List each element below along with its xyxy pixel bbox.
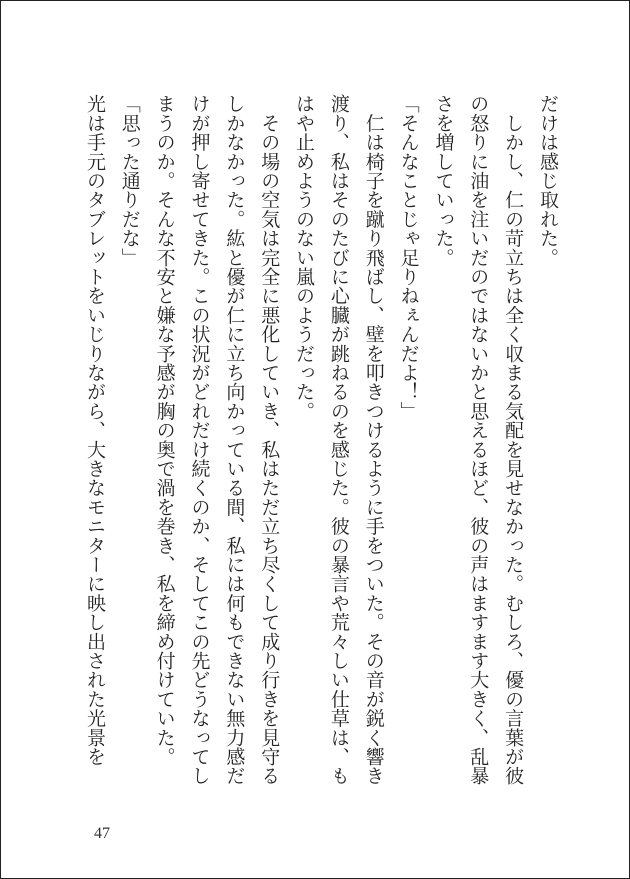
text-line: の怒りに油を注いだのではないかと思えるほど、彼の声はますます大きく、乱暴 — [467, 94, 489, 786]
text-line: さを増していった。 — [432, 94, 454, 267]
text-line: 「思った通りだな」 — [118, 94, 140, 267]
text-line: だけは感じ取れた。 — [537, 94, 558, 267]
text-line: まうのか。そんな不安と嫌な予感が胸の奥で渦を巻き、私を締め付けていた。 — [153, 94, 175, 767]
text-line: しかし、仁の苛立ちは全く収まる気配を見せなかった。むしろ、優の言葉が彼 — [502, 94, 524, 786]
text-line: 光は手元のタブレットをいじりながら、大きなモニターに映し出された光景を — [83, 94, 105, 766]
page-number: 47 — [94, 825, 110, 842]
text-line: はや止めようのない嵐のようだった。 — [293, 94, 315, 421]
text-line: けが押し寄せてきた。この状況がどれだけ続くのか、そしてこの先どうなってし — [188, 94, 210, 786]
text-line: しかなかった。紘と優が仁に立ち向かっている間、私には何もできない無力感だ — [223, 94, 245, 786]
text-line: 「そんなことじゃ足りねぇんだよ！」 — [397, 94, 419, 421]
text-line: 渡り、私はそのたびに心臓が跳ねるのを感じた。彼の暴言や荒々しい仕草は、も — [327, 94, 349, 786]
text-line: 仁は椅子を蹴り飛ばし、壁を叩きつけるように手をついた。その音が鋭く響き — [362, 94, 384, 786]
text-line: その場の空気は完全に悪化していき、私はただ立ち尽くして成り行きを見守る — [258, 94, 280, 786]
